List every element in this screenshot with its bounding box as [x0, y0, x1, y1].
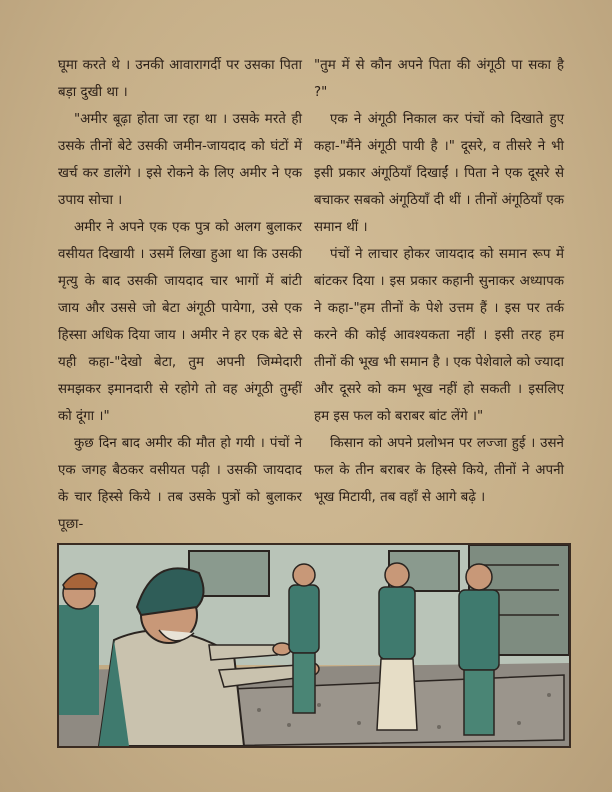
paragraph: कुछ दिन बाद अमीर की मौत हो गयी । पंचों ने एक जगह बैठकर वसीयत पढ़ी । उसकी जायदाद के चार हिस्से किये । तब उसके पुत्रों को बुलाकर पूछा-: [58, 436, 302, 532]
paragraph: पंचों ने लाचार होकर जायदाद को समान रूप में बांटकर दिया । इस प्रकार कहानी सुनाकर अध्यापक ने कहा-"हम तीनों के पेशे उत्तम हैं । इस पर तर्क करने की कोई आवश्यकता नहीं । इसी तरह हम तीनों की भूख भी समान है । एक पेशेवाले को ज्यादा और दूसरे को कम भूख नहीं हो सकती । इसलिए हम इस फल को बराबर बांट लेंगे ।": [314, 247, 564, 424]
story-illustration: [57, 543, 571, 748]
paragraph: "तुम में से कौन अपने पिता की अंगूठी पा सका है ?": [314, 58, 564, 100]
left-column: [58, 52, 302, 538]
paragraph: घूमा करते थे । उनकी आवारागर्दी पर उसका पिता बड़ा दुखी था ।: [58, 58, 302, 100]
illustration-drawing: [59, 545, 569, 746]
right-column: [314, 52, 564, 511]
paragraph: अमीर ने अपने एक एक पुत्र को अलग बुलाकर वसीयत दिखायी । उसमें लिखा हुआ था कि उसकी मृत्यु के बाद उसकी जायदाद चार भागों में बांटी जाय और उससे जो बेटा अंगूठी पायेगा, उसे एक हिस्सा अधिक दिया जाय । अमीर ने हर एक बेटे से यही कहा-"देखो बेटा, तुम अपनी जिम्मेदारी समझकर इमानदारी से रहोगे तो वह अंगूठी तुम्हीं को दूंगा ।": [58, 220, 302, 424]
paragraph: एक ने अंगूठी निकाल कर पंचों को दिखाते हुए कहा-"मैंने अंगूठी पायी है ।" दूसरे, व तीसरे ने भी इसी प्रकार अंगूठियाँ दिखाईं । पिता ने एक दूसरे से बचाकर सबको अंगूठियाँ दी थीं । तीनों अंगूठियाँ एक समान थीं ।: [314, 112, 564, 235]
paragraph: किसान को अपने प्रलोभन पर लज्जा हुई । उसने फल के तीन बराबर के हिस्से किये, तीनों ने अपनी भूख मिटायी, तब वहाँ से आगे बढ़े ।: [314, 436, 564, 505]
paragraph: "अमीर बूढ़ा होता जा रहा था । उसके मरते ही उसके तीनों बेटे उसकी जमीन-जायदाद को घंटों में खर्च कर डालेंगे । इसे रोकने के लिए अमीर ने एक उपाय सोचा ।: [58, 112, 302, 208]
